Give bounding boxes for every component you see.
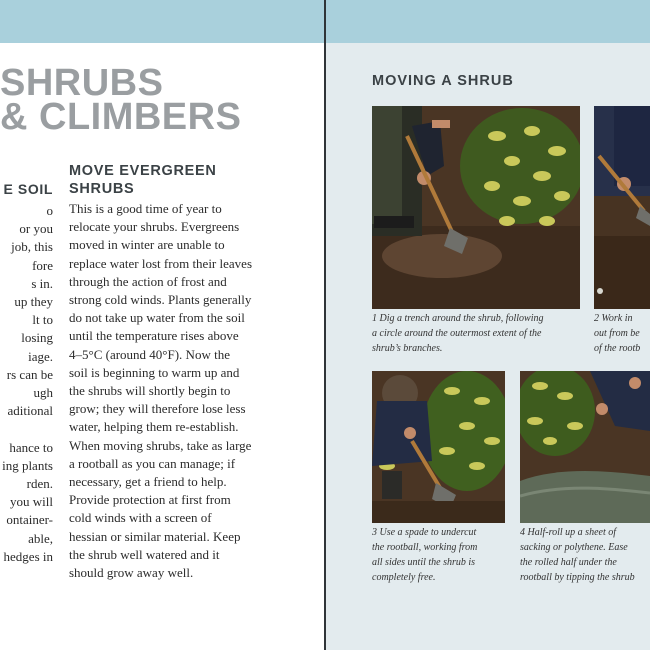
- column-a-line: job, this: [11, 239, 53, 255]
- column-a-line: s in.: [31, 275, 53, 291]
- column-b-line: relocate your shrubs. Evergreens: [69, 219, 240, 235]
- step-3-caption-line-3: all sides until the shrub is: [372, 557, 476, 568]
- section-title: MOVING A SHRUB: [372, 73, 514, 89]
- column-a-line: or you: [19, 221, 53, 237]
- column-a-line: you will: [10, 494, 53, 510]
- column-b-line: This is a good time of year to: [69, 201, 222, 216]
- column-a-line: hance to: [9, 439, 53, 455]
- step-3-caption: [372, 525, 505, 585]
- column-b-heading: [69, 162, 284, 198]
- column-b-line: do not take up water from the soil: [69, 310, 245, 326]
- column-b-line: necessary, get a friend to help.: [69, 474, 227, 490]
- column-b-line: grow; they will therefore lose less: [69, 401, 246, 417]
- column-a-line: losing: [21, 330, 53, 346]
- step-3-caption-line-4: completely free.: [372, 572, 436, 583]
- column-a-line: up they: [14, 294, 53, 310]
- column-a-line: rs can be: [6, 366, 53, 382]
- column-b-line: a rootball as you can manage; if: [69, 455, 236, 471]
- column-b-line: When moving shrubs, take as large: [69, 437, 252, 453]
- step-4-caption-line-1: 4 Half-roll up a sheet of: [520, 527, 617, 538]
- column-b-heading-line-1: MOVE EVERGREEN: [69, 163, 217, 179]
- column-a-line: able,: [28, 530, 53, 546]
- chapter-title-line-2: & CLIMBERS: [0, 96, 242, 138]
- step-2-caption-line-3: of the rootb: [594, 343, 641, 354]
- step-2-caption-line-2: out from be: [594, 328, 640, 339]
- column-a-line: ugh: [33, 385, 53, 401]
- column-a-line: aditional: [7, 403, 53, 419]
- column-a-line: iage.: [28, 348, 53, 364]
- step-1-caption: [372, 311, 580, 356]
- step-3-photo: [372, 371, 505, 523]
- column-a-body: [0, 202, 56, 566]
- column-a-cropped: [0, 180, 56, 566]
- column-a-line: ing plants: [2, 457, 53, 473]
- column-b-line: through the action of frost and: [69, 273, 227, 289]
- step-3-caption-line-2: the rootball, working from: [372, 542, 478, 553]
- column-b-line: the shrubs will shortly begin to: [69, 383, 231, 399]
- column-b: [69, 162, 284, 582]
- column-b-line: soil is beginning to warm up and: [69, 364, 240, 380]
- column-a-line: fore: [32, 257, 53, 273]
- step-4-caption-line-2: sacking or polythene. Ease: [520, 542, 628, 553]
- column-b-line: strong cold winds. Plants generally: [69, 292, 252, 308]
- column-b-line: until the temperature rises above: [69, 328, 239, 344]
- column-b-body: [69, 200, 284, 582]
- column-b-line: should grow away well.: [69, 565, 194, 581]
- chapter-title: [0, 62, 242, 138]
- column-a-line: hedges in: [3, 548, 53, 564]
- step-2-caption-line-1: 2 Work in: [594, 313, 633, 324]
- step-1-caption-line-3: shrub’s branches.: [372, 343, 443, 354]
- step-4-caption: [520, 525, 650, 585]
- step-1-photo: [372, 106, 580, 309]
- header-band-right: [326, 0, 650, 43]
- column-a-line: rden.: [26, 476, 53, 492]
- column-b-heading-line-2: SHRUBS: [69, 181, 135, 197]
- column-b-line: the shrub well watered and it: [69, 546, 220, 562]
- step-2-caption: [594, 311, 650, 356]
- column-a-heading: E SOIL: [3, 181, 53, 197]
- column-b-line: cold winds with a screen of: [69, 510, 212, 526]
- column-b-line: hessian or similar material. Keep: [69, 528, 241, 544]
- step-1-caption-line-2: a circle around the outermost extent of the: [372, 328, 542, 339]
- column-a-line: ontainer-: [6, 512, 53, 528]
- step-4-photo: [520, 371, 650, 523]
- chapter-title-line-1: SHRUBS: [0, 62, 164, 104]
- right-page: [326, 0, 650, 650]
- column-b-line: replace water lost from their leaves: [69, 255, 252, 271]
- header-band-left: [0, 0, 324, 43]
- step-1-caption-line-1: 1 Dig a trench around the shrub, following: [372, 313, 544, 324]
- column-b-line: Provide protection at first from: [69, 492, 231, 508]
- column-a-line: o: [46, 203, 53, 218]
- step-4-caption-line-3: the rolled half under the: [520, 557, 617, 568]
- step-2-photo: [594, 106, 650, 309]
- column-b-line: water, helping them re-establish.: [69, 419, 239, 435]
- column-b-line: 4–5°C (around 40°F). Now the: [69, 346, 230, 362]
- column-a-line: [0, 420, 56, 438]
- column-a-line: lt to: [32, 312, 53, 328]
- step-4-caption-line-4: rootball by tipping the shrub: [520, 572, 635, 583]
- column-b-line: moved in winter are unable to: [69, 237, 225, 253]
- step-3-caption-line-1: 3 Use a spade to undercut: [372, 527, 477, 538]
